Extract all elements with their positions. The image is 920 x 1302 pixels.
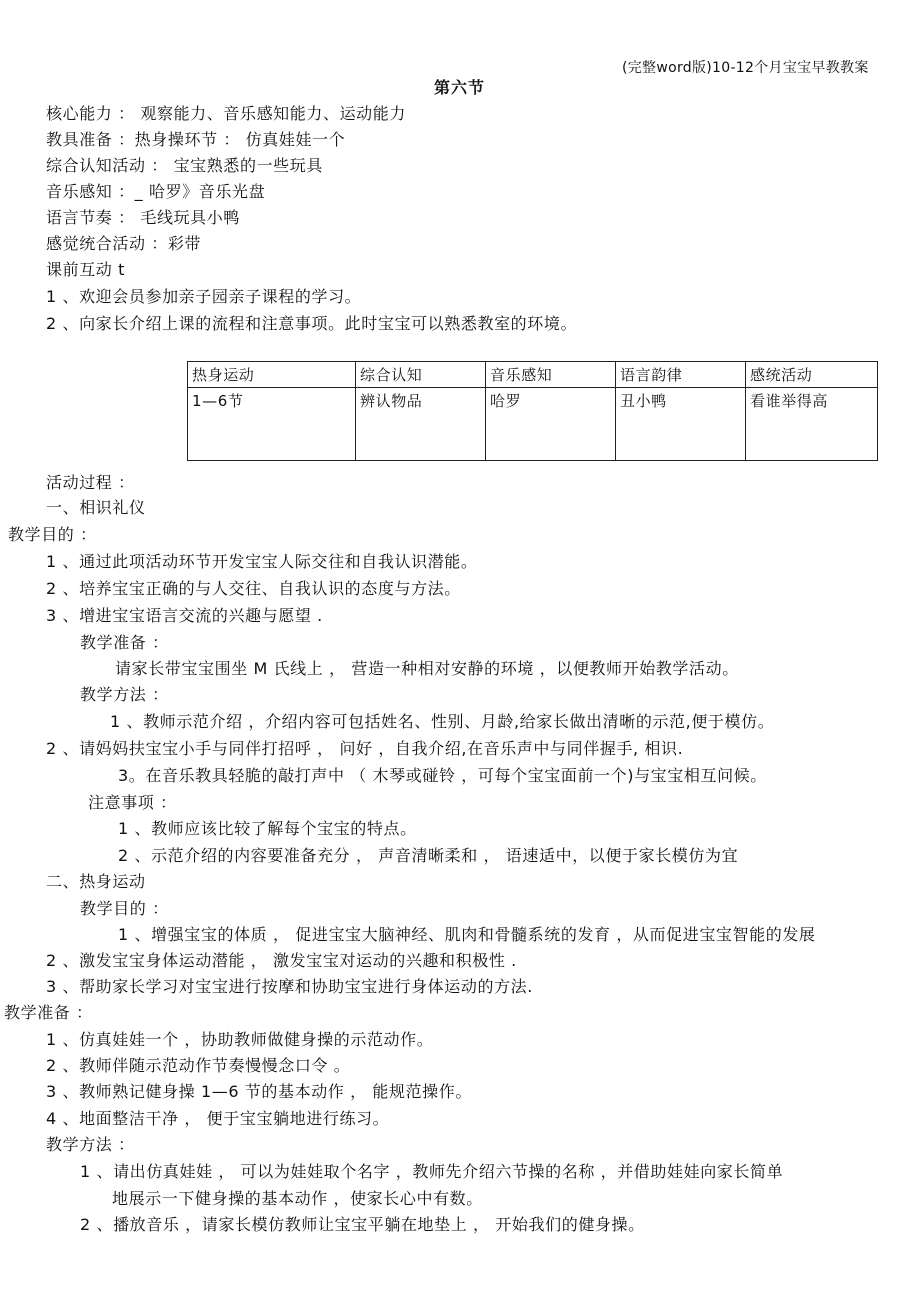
- table-cell: 丑小鸭: [616, 388, 746, 461]
- pre-class-item-1: 1 、欢迎会员参加亲子园亲子课程的学习。: [46, 287, 362, 306]
- sensory-integration-line: 感觉统合活动 ：彩带: [46, 234, 202, 253]
- objective-item-3: 3 、增进宝宝语言交流的兴趣与愿望 .: [46, 606, 323, 625]
- preparation2-item-2: 2 、教师伴随示范动作节奏慢慢念口令 。: [46, 1056, 351, 1075]
- preparation2-item-4: 4 、地面整洁干净 ， 便于宝宝躺地进行练习。: [46, 1109, 390, 1128]
- notes-heading: 注意事项 ：: [88, 793, 177, 812]
- preparation-text: 请家长带宝宝围坐 M 氏线上 ， 营造一种相对安静的环境 ，以便教师开始教学活动。: [115, 659, 739, 678]
- preparation-heading-2: 教学准备 ：: [4, 1003, 93, 1022]
- method-item-3: 3。在音乐教具轻脆的敲打声中 （ 木琴或碰铃 ，可每个宝宝面前一个)与宝宝相互问候。: [118, 766, 767, 785]
- objective-item-1: 1 、通过此项活动环节开发宝宝人际交往和自我认识潜能。: [46, 552, 478, 571]
- table-header-cell: 热身运动: [188, 362, 356, 388]
- pre-class-item-2: 2 、向家长介绍上课的流程和注意事项。此时宝宝可以熟悉教室的环境。: [46, 314, 578, 333]
- table-cell: 哈罗: [486, 388, 616, 461]
- teaching-aids-line: 教具准备 ：热身操环节 ： 仿真娃娃一个: [46, 130, 346, 149]
- objective2-item-2: 2 、激发宝宝身体运动潜能 ， 激发宝宝对运动的兴趣和积极性 .: [46, 951, 517, 970]
- objectives-heading: 教学目的 ：: [8, 525, 97, 544]
- activity-process-heading: 活动过程 ：: [46, 473, 135, 492]
- table-row: [188, 388, 878, 461]
- core-ability-line: 核心能力 ： 观察能力、音乐感知能力、运动能力: [46, 104, 406, 123]
- table-cell: 1—6节: [188, 388, 356, 461]
- method-item-1: 1 、教师示范介绍 ，介绍内容可包括姓名、性别、月龄,给家长做出清晰的示范,便于模仿。: [110, 712, 775, 731]
- method2-item-1-cont: 地展示一下健身操的基本动作 ，使家长心中有数。: [112, 1189, 483, 1208]
- objectives-heading-2: 教学目的 ：: [80, 899, 169, 918]
- method-heading: 教学方法 ：: [80, 685, 169, 704]
- table-header-cell: 综合认知: [356, 362, 486, 388]
- language-rhythm-line: 语言节奏 ： 毛线玩具小鸭: [46, 208, 240, 227]
- section-title: 第六节: [434, 78, 486, 97]
- cognitive-activity-line: 综合认知活动 ： 宝宝熟悉的一些玩具: [46, 156, 323, 175]
- objective-item-2: 2 、培养宝宝正确的与人交往、自我认识的态度与方法。: [46, 579, 461, 598]
- preparation-heading: 教学准备 ：: [80, 633, 169, 652]
- schedule-table: [187, 361, 878, 461]
- objective2-item-3: 3 、帮助家长学习对宝宝进行按摩和协助宝宝进行身体运动的方法.: [46, 977, 533, 996]
- table-header-cell: 语言韵律: [616, 362, 746, 388]
- preparation2-item-3: 3 、教师熟记健身操 1—6 节的基本动作 ， 能规范操作。: [46, 1082, 472, 1101]
- note-item-2: 2 、示范介绍的内容要准备充分 ， 声音清晰柔和 ， 语速适中，以便于家长模仿为宜: [118, 846, 739, 865]
- method-item-2: 2 、请妈妈扶宝宝小手与同伴打招呼 ， 问好 ，自我介绍,在音乐声中与同伴握手, 相识.: [46, 739, 684, 758]
- preparation2-item-1: 1 、仿真娃娃一个 ，协助教师做健身操的示范动作。: [46, 1030, 434, 1049]
- table-header-row: [188, 362, 878, 388]
- method2-item-2: 2 、播放音乐 ，请家长模仿教师让宝宝平躺在地垫上 ， 开始我们的健身操。: [80, 1215, 645, 1234]
- table-cell: 看谁举得高: [746, 388, 878, 461]
- pre-class-heading: 课前互动 t: [46, 260, 125, 279]
- page-header: (完整word版)10-12个月宝宝早教教案: [622, 60, 869, 76]
- method-heading-2: 教学方法 ：: [46, 1135, 135, 1154]
- section-2-heading: 二、热身运动: [46, 872, 146, 891]
- music-perception-line: 音乐感知 ：_ 哈罗》音乐光盘: [46, 182, 266, 201]
- table-header-cell: 感统活动: [746, 362, 878, 388]
- objective2-item-1: 1 、增强宝宝的体质 ， 促进宝宝大脑神经、肌肉和骨髓系统的发育 ，从而促进宝宝智能的发展: [118, 925, 816, 944]
- method2-item-1: 1 、请出仿真娃娃 ， 可以为娃娃取个名字 ，教师先介绍六节操的名称 ，并借助娃娃向家长简单: [80, 1162, 784, 1181]
- section-1-heading: 一、相识礼仪: [46, 498, 146, 517]
- table-header-cell: 音乐感知: [486, 362, 616, 388]
- note-item-1: 1 、教师应该比较了解每个宝宝的特点。: [118, 819, 417, 838]
- table-cell: 辨认物品: [356, 388, 486, 461]
